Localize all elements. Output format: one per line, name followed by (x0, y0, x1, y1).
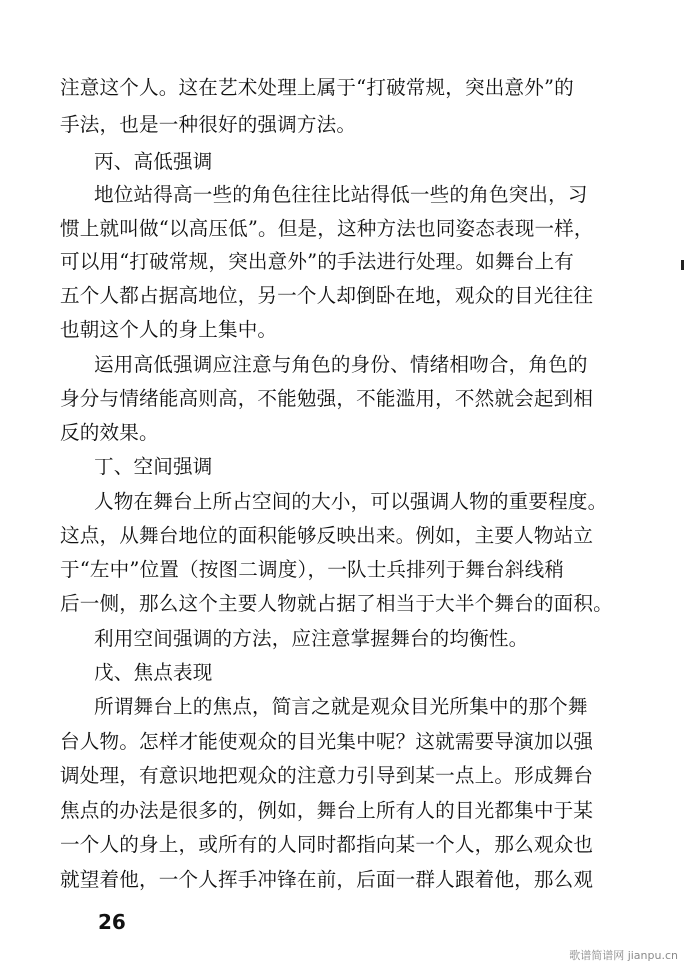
text-line-16: 后一侧，那么这个主要人物就占据了相当于大半个舞台的面积。 (60, 592, 613, 615)
site-watermark: 歌谱简谱网 jianpu.cn (569, 949, 678, 962)
text-line-7: 五个人都占据高地位，另一个人却倒卧在地，观众的目光往往 (60, 284, 594, 307)
text-line-6: 可以用“打破常规，突出意外”的手法进行处理。如舞台上有 (60, 250, 574, 273)
text-line-5: 惯上就叫做“以高压低”。但是，这种方法也同姿态表现一样， (60, 217, 594, 240)
text-line-20: 台人物。怎样才能使观众的目光集中呢？这就需要导演加以强 (60, 730, 594, 753)
text-line-21: 调处理，有意识地把观众的注意力引导到某一点上。形成舞台 (60, 764, 594, 787)
text-line-15: 于“左中”位置（按图二调度），一队士兵排列于舞台斜线稍 (60, 558, 565, 581)
text-line-2: 手法，也是一种很好的强调方法。 (60, 113, 357, 136)
text-line-4: 地位站得高一些的角色往往比站得低一些的角色突出，习 (94, 183, 588, 206)
text-line-14: 这点，从舞台地位的面积能够反映出来。例如，主要人物站立 (60, 524, 594, 547)
text-line-24: 就望着他，一个人挥手冲锋在前，后面一群人跟着他，那么观 (60, 868, 594, 891)
text-line-19: 所谓舞台上的焦点，简言之就是观众目光所集中的那个舞 (94, 695, 588, 718)
page-number: 26 (98, 910, 126, 934)
section-heading-ding: 丁、空间强调 (94, 455, 213, 478)
text-line-8: 也朝这个人的身上集中。 (60, 318, 278, 341)
section-heading-bing: 丙、高低强调 (94, 150, 213, 173)
text-line-1: 注意这个人。这在艺术处理上属于“打破常规，突出意外”的 (60, 76, 574, 99)
text-line-17: 利用空间强调的方法，应注意掌握舞台的均衡性。 (94, 627, 529, 650)
text-line-11: 反的效果。 (60, 421, 159, 444)
text-line-10: 身分与情绪能高则高，不能勉强，不能滥用，不然就会起到相 (60, 387, 594, 410)
text-line-13: 人物在舞台上所占空间的大小，可以强调人物的重要程度。 (94, 490, 608, 513)
margin-mark-decoration (681, 260, 684, 270)
text-line-23: 一个人的身上，或所有的人同时都指向某一个人，那么观众也 (60, 833, 594, 856)
text-line-9: 运用高低强调应注意与角色的身份、情绪相吻合，角色的 (94, 353, 588, 376)
section-heading-wu: 戊、焦点表现 (94, 661, 213, 684)
text-line-22: 焦点的办法是很多的，例如，舞台上所有人的目光都集中于某 (60, 799, 594, 822)
